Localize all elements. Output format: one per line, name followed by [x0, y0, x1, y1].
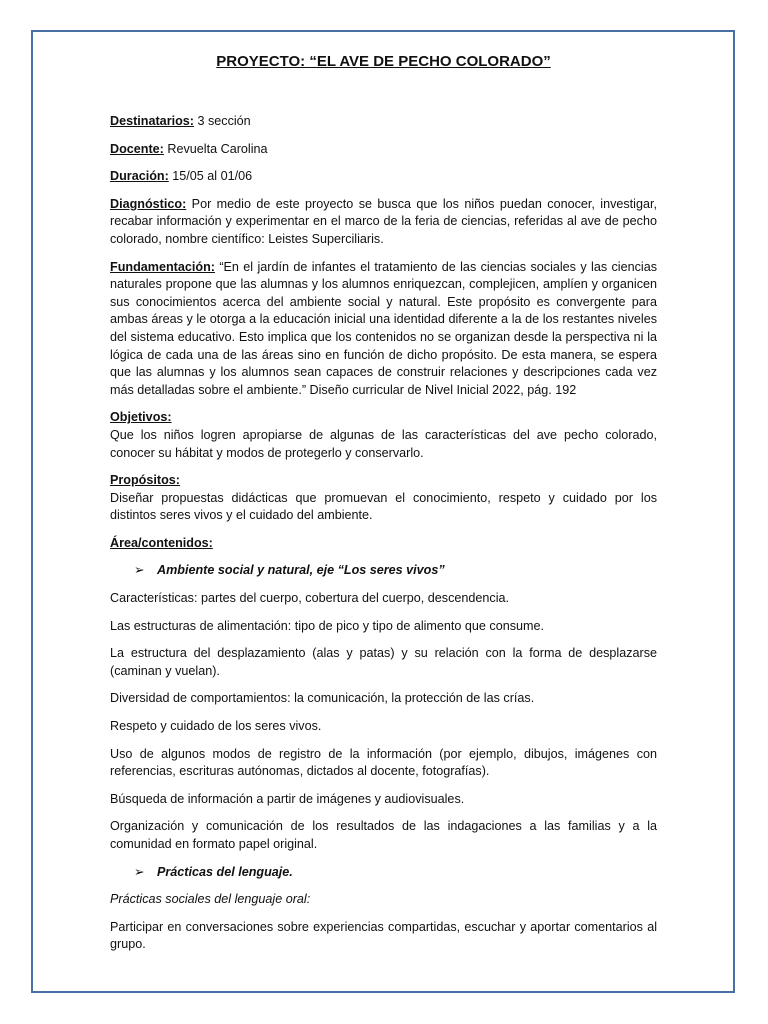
content-paragraph: Diversidad de comportamientos: la comunicación, la protección de las crías. — [110, 691, 535, 706]
fundamentacion-field — [110, 259, 657, 400]
propositos-field — [110, 472, 657, 525]
area-contenidos-field — [110, 535, 657, 553]
docente-value: Revuelta Carolina — [163, 141, 268, 156]
arrowhead-bullet-icon: ➢ — [134, 864, 145, 879]
duracion-value: 15/05 al 01/06 — [168, 169, 253, 184]
duracion-label: Duración: — [110, 169, 169, 184]
bullet-practicas — [134, 864, 657, 882]
area-contenidos-label: Área/contenidos: — [110, 535, 213, 550]
fundamentacion-label: Fundamentación: — [110, 259, 215, 274]
propositos-value: Diseñar propuestas didácticas que promuevan el conocimiento, respeto y cuidado por los distintos seres vivos y el cuidado del ambiente. — [110, 490, 657, 523]
arrowhead-bullet-icon: ➢ — [134, 563, 145, 578]
docente-field — [110, 141, 657, 159]
content-paragraph: Uso de algunos modos de registro de la información (por ejemplo, dibujos, imágenes con referencias, escrituras autónomas, dictados al docente, fotografías). — [110, 746, 657, 779]
bullet-practicas-text: Prácticas del lenguaje. — [157, 864, 293, 879]
bullet-ambiente-text: Ambiente social y natural, eje “Los seres vivos” — [157, 563, 445, 578]
destinatarios-label: Destinatarios: — [110, 114, 194, 128]
content-paragraph: Organización y comunicación de los resultados de las indagaciones a las familias y a la comunidad en formato papel original. — [110, 819, 657, 851]
objetivos-label: Objetivos: — [110, 410, 172, 425]
subheading-oral: Prácticas sociales del lenguaje oral: — [110, 892, 311, 907]
content-paragraph: Características: partes del cuerpo, cobertura del cuerpo, descendencia. — [110, 591, 510, 606]
objetivos-field — [110, 409, 657, 462]
content-paragraph: Participar en conversaciones sobre experiencias compartidas, escuchar y aportar comentarios al grupo. — [110, 919, 657, 952]
destinatarios-field — [110, 113, 657, 131]
document-body — [110, 52, 657, 964]
propositos-label: Propósitos: — [110, 473, 180, 488]
diagnostico-value: Por medio de este proyecto se busca que los niños puedan conocer, investigar, recabar información y experimentar en el marco de la feria de ciencias, referidas al ave de pecho colorado, nombre científico: Leistes Superciliaris. — [110, 196, 657, 246]
content-paragraph: La estructura del desplazamiento (alas y patas) y su relación con la forma de desplazarse (caminan y vuelan). — [110, 646, 657, 678]
duracion-field — [110, 168, 657, 186]
objetivos-value: Que los niños logren apropiarse de algunas de las características del ave pecho colorado, conocer su hábitat y modos de protegerlo y conservarlo. — [110, 427, 657, 460]
document-title: PROYECTO: “EL AVE DE PECHO COLORADO” — [216, 53, 551, 70]
diagnostico-field — [110, 196, 657, 249]
content-paragraph: Respeto y cuidado de los seres vivos. — [110, 719, 322, 734]
fundamentacion-value: “En el jardín de infantes el tratamiento de las ciencias sociales y las ciencias naturales propone que las alumnas y los alumnos enriquezcan, complejicen, amplíen y organicen sus conocimientos acerca del ambiente social y natural. Este propósito es convergente para ambas áreas y le otorga a la educación inicial una identidad diferente a la de los restantes niveles del sistema educativo. Esto implica que los contenidos no se organizan desde la perspectiva ni la lógica de cada una de las áreas sino en función de dicho propósito. De esta manera, se espera que las alumnas y los alumnos sean capaces de construir relaciones y descripciones cada vez más detalladas sobre el ambiente.” Diseño curricular de Nivel Inicial 2022, pág. 192 — [110, 259, 657, 397]
content-paragraph: Búsqueda de información a partir de imágenes y audiovisuales. — [110, 791, 465, 806]
destinatarios-value: 3 sección — [193, 114, 251, 128]
bullet-ambiente — [134, 562, 657, 580]
diagnostico-label: Diagnóstico: — [110, 196, 187, 211]
content-paragraph: Las estructuras de alimentación: tipo de pico y tipo de alimento que consume. — [110, 618, 545, 633]
docente-label: Docente: — [110, 141, 164, 156]
